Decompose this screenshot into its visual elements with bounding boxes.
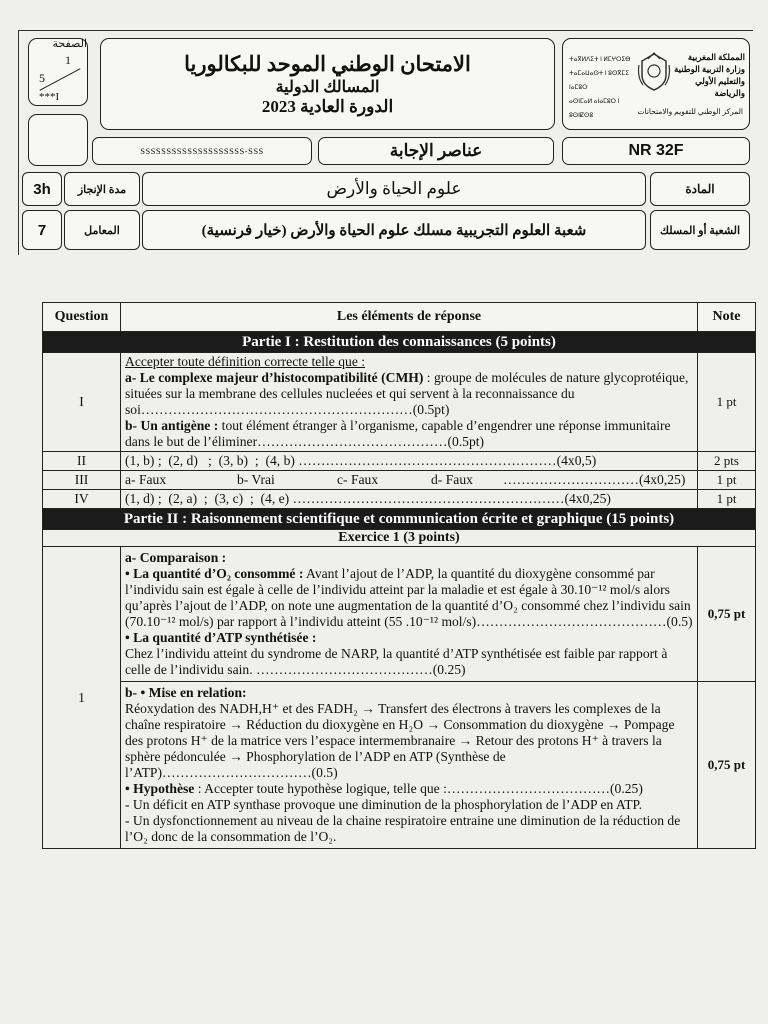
exam-code: NR 32F <box>628 142 684 159</box>
a1 <box>125 566 693 630</box>
branch-value-box <box>142 210 646 250</box>
q1-intro: Accepter toute définition correcte telle que : <box>125 354 366 369</box>
subject-value-box <box>142 172 646 206</box>
part2-row <box>43 509 756 530</box>
exam-title: الامتحان الوطني الموحد للبكالوريا <box>184 51 471 76</box>
q1-b-def: tout élément étranger à l’organisme, capable d’engendrer une réponse immunitaire dans le but de l’éliminer <box>125 418 671 449</box>
branch-label: الشعبة أو المسلك <box>659 224 741 237</box>
page-number-box <box>28 38 88 106</box>
note-cell: 2 pts <box>698 452 756 471</box>
exam-title-box <box>100 38 555 130</box>
q1-b <box>125 418 693 450</box>
q1-a-points: (0.5pt) <box>412 402 450 417</box>
q1-b-term: b- Un antigène : <box>125 418 219 433</box>
question-label: III <box>43 471 121 490</box>
a2-term: • La quantité d’ATP synthétisée : <box>125 630 317 645</box>
table-row <box>43 452 756 471</box>
exam-session: الدورة العادية 2023 <box>261 96 394 116</box>
code-strip-box <box>92 137 312 165</box>
ministry-latin-line-1: ⵜⴰⴳⵍⴷⵉⵜ ⵏ ⵍⵎⵖⵔⵉⴱ <box>569 57 631 63</box>
ministry-arabic-line-4: المركز الوطني للتقويم والامتحانات <box>637 107 743 116</box>
question-label: II <box>43 452 121 471</box>
b-title: b- • Mise en relation: <box>125 685 247 700</box>
a1-points: (0.5) <box>666 614 693 629</box>
q2-points: (4x0,5) <box>556 453 597 468</box>
b-hyp-term: • Hypothèse <box>125 781 195 796</box>
ministry-arabic-line-2: وزارة التربية الوطنية <box>674 64 745 74</box>
q3-d: d- Faux <box>431 472 473 487</box>
ministry-latin-line-3: ⴰⵙⵏⵎⴰⵍ ⴰⵏⴰⵎⵓⵔ ⵏ ⵓⵙⵏⵇⵙⵓ <box>569 99 620 119</box>
answer-elements-box <box>318 137 554 165</box>
subject-value: علوم الحياة والأرض <box>326 179 462 198</box>
table-row <box>43 547 756 682</box>
ministry-arabic-line-3: والتعليم الأولي والرياضة <box>695 76 745 98</box>
page-divider <box>39 68 80 90</box>
answer-elements: عناصر الإجابة <box>389 141 483 160</box>
b-chain <box>125 701 693 781</box>
b-hyp-text: : Accepter toute hypothèse logique, telle que : <box>194 781 447 796</box>
b-hyp-1: - Un déficit en ATP synthase provoque une diminution de la phosphorylation de l’ADP en ATP. <box>125 797 642 812</box>
a-title: a- Comparaison : <box>125 550 227 565</box>
code-strip: SSSSSSSSSSSSSSSSSSSS-SSS <box>140 146 264 156</box>
header-note: Note <box>698 303 756 332</box>
q3-a: a- Faux <box>125 472 167 487</box>
coef-value: 7 <box>37 221 47 239</box>
duration-value-box <box>22 172 62 206</box>
table-row <box>43 471 756 490</box>
exam-track: المسالك الدولية <box>275 78 380 96</box>
q2-dots: ………………………………………………… <box>298 453 557 468</box>
question-label: IV <box>43 490 121 509</box>
b-hypothesis <box>125 781 693 797</box>
q4-text: (1, d) ; (2, a) ; (3, c) ; (4, e) <box>125 491 290 506</box>
branch-value: شعبة العلوم التجريبية مسلك علوم الحياة والأرض (خيار فرنسية) <box>201 222 587 239</box>
answer-cell <box>121 353 698 452</box>
q1-a-term: a- Le complexe majeur d’histocompatibilité (CMH) <box>125 370 424 385</box>
a1-text: Avant l’ajout de l’ADP, la quantité du dioxygène consommé par l’individu sain est égale à celle de l’individu atteint par la maladie et est égale à 30.10⁻¹² mol/s alors qu’après l’ajout de l’ADP, on note une augmentation de la quantité d’O₂ consommé chez l’individu sain (70.10⁻¹² mol/s) par rapport à l’individu atteint (55 .10⁻¹² mol/s) <box>125 566 691 629</box>
a2-points: (0.25) <box>432 662 466 677</box>
q1-b-points: (0.5pt) <box>447 434 485 449</box>
q3-dots: ………………………… <box>503 472 639 487</box>
coef-label: المعامل <box>84 224 120 237</box>
note-cell: 1 pt <box>698 353 756 452</box>
table-row <box>43 490 756 509</box>
answer-cell-b <box>121 682 698 849</box>
exercise1-row <box>43 530 756 547</box>
answer-table <box>42 302 756 849</box>
q4-dots: …………………………………………………… <box>292 491 565 506</box>
question-label: I <box>43 353 121 452</box>
duration-value: 3h <box>33 180 51 198</box>
a1-term: • La quantité d’O₂ consommé : <box>125 566 304 581</box>
answer-cell <box>121 452 698 471</box>
header-elements: Les éléments de réponse <box>121 303 698 332</box>
duration-label-box <box>64 172 140 206</box>
note-cell: 1 pt <box>698 471 756 490</box>
blank-corner-box <box>28 114 88 166</box>
coef-value-box <box>22 210 62 250</box>
page-code: ***I <box>39 91 60 103</box>
ministry-box <box>562 38 750 130</box>
question-label: 1 <box>43 547 121 849</box>
subject-label-box <box>650 172 750 206</box>
answer-cell-a <box>121 547 698 682</box>
note-cell: 0,75 pt <box>698 682 756 849</box>
q3-b: b- Vrai <box>237 472 275 487</box>
ministry-latin-line-2: ⵜⴰⵎⴰⵡⴰⵙⵜ ⵏ ⵓⵙⴳⵎⵉ ⵏⴰⵎⵓⵔ <box>569 71 629 91</box>
q1-a <box>125 370 693 418</box>
ministry-arabic-line-1: المملكة المغربية <box>687 52 745 62</box>
part2-title: Partie II : Raisonnement scientifique et communication écrite et graphique (15 points) <box>43 509 756 530</box>
a2 <box>125 646 693 678</box>
q4-points: (4x0,25) <box>564 491 611 506</box>
header-question: Question <box>43 303 121 332</box>
moroccan-emblem-icon <box>637 51 671 93</box>
q1-a-dots: …………………………………………………… <box>140 402 413 417</box>
table-header-row <box>43 303 756 332</box>
exercise1-title: Exercice 1 (3 points) <box>43 530 756 547</box>
page-total: 5 <box>39 71 45 85</box>
q1-a-def: : groupe de molécules de nature glycoprotéique, situées sur la membrane des cellules nucleées et qui servent à la reconnaissance du soi <box>125 370 689 417</box>
exam-code-box <box>562 137 750 165</box>
branch-label-box <box>650 210 750 250</box>
b-points: (0.5) <box>311 765 338 780</box>
duration-label: مدة الإنجاز <box>77 183 127 196</box>
table-row <box>43 353 756 452</box>
page-current: 1 <box>65 53 71 67</box>
b-hyp-points: (0.25) <box>610 781 643 796</box>
b-dots: …………………………… <box>162 765 312 780</box>
answer-cell <box>121 471 698 490</box>
a2-dots: ………………………………… <box>256 662 433 677</box>
b-hyp-dots: ……………………………… <box>446 781 611 796</box>
ministry-arabic-block <box>673 51 745 99</box>
note-cell: 1 pt <box>698 490 756 509</box>
q1-b-dots: …………………………………… <box>257 434 448 449</box>
q2-text: (1, b) ; (2, d) ; (3, b) ; (4, b) <box>125 453 295 468</box>
b-text: Réoxydation des NADH,H⁺ et des FADH₂ → Transfert des électrons à travers les complexes de la chaîne respiratoire → Réduction du dioxygène en H₂O → Consommation du dioxygène → Pompage des protons H⁺ de la matrice vers l’espace intermembranaire → Retour des protons H⁺ à travers la sphère pédonculée → Phosphorylation de l’ADP en ATP (Synthèse de l’ATP) <box>125 701 675 780</box>
q3-c: c- Faux <box>337 472 379 487</box>
a1-dots: …………………………………… <box>476 614 667 629</box>
answer-cell <box>121 490 698 509</box>
b-hyp-2: - Un dysfonctionnement au niveau de la chaine respiratoire entraine une diminution de la réduction de l’O₂ donc de la consommation de l’O₂. <box>125 813 681 844</box>
q3-points: (4x0,25) <box>638 472 686 487</box>
subject-label: المادة <box>685 181 715 196</box>
note-cell: 0,75 pt <box>698 547 756 682</box>
part1-row <box>43 332 756 353</box>
coef-label-box <box>64 210 140 250</box>
page-label: الصفحة <box>52 38 87 50</box>
table-row <box>43 682 756 849</box>
a2-text: Chez l’individu atteint du syndrome de NARP, la quantité d’ATP synthétisée est faible par rapport à celle de l’individu sain. <box>125 646 668 677</box>
part1-title: Partie I : Restitution des connaissances (5 points) <box>43 332 756 353</box>
